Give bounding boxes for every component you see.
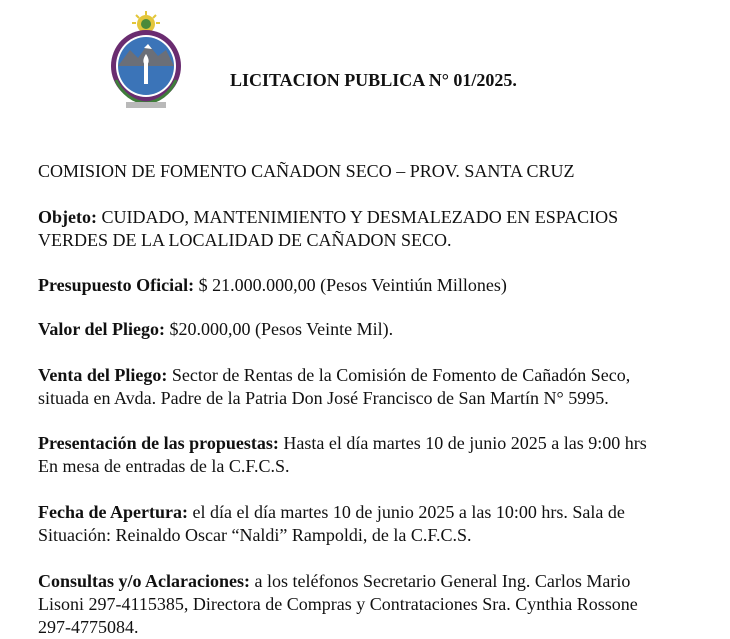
- venta-text-line1: Sector de Rentas de la Comisión de Fomento de Cañadón Seco,: [167, 365, 631, 385]
- objeto-text-line1: CUIDADO, MANTENIMIENTO Y DESMALEZADO EN ESPACIOS: [96, 207, 619, 227]
- commission-line: COMISION DE FOMENTO CAÑADON SECO – PROV. SANTA CRUZ: [38, 161, 575, 181]
- objeto-text-line2: VERDES DE LA LOCALIDAD DE CAÑADON SECO.: [38, 230, 452, 250]
- presupuesto-text: $ 21.000.000,00 (Pesos Veintiún Millones): [194, 275, 507, 295]
- apertura-text-line2: Situación: Reinaldo Oscar “Naldi” Rampoldi, de la C.F.C.S.: [38, 525, 472, 545]
- apertura-label: Fecha de Apertura:: [38, 502, 188, 522]
- venta-section: [38, 364, 728, 410]
- venta-text-line2: situada en Avda. Padre de la Patria Don José Francisco de San Martín N° 5995.: [38, 388, 609, 408]
- apertura-text-line1: el día el día martes 10 de junio 2025 a las 10:00 hrs. Sala de: [187, 502, 625, 522]
- consultas-text-line3: 297-4775084.: [38, 617, 139, 637]
- presentacion-label: Presentación de las propuestas:: [38, 433, 279, 453]
- presupuesto-label: Presupuesto Oficial:: [38, 275, 195, 295]
- page-title: LICITACION PUBLICA N° 01/2025.: [230, 70, 517, 90]
- presentacion-text-line2: En mesa de entradas de la C.F.C.S.: [38, 456, 290, 476]
- valor-label: Valor del Pliego:: [38, 319, 165, 339]
- venta-label: Venta del Pliego:: [38, 365, 168, 385]
- consultas-section: [38, 570, 728, 639]
- presentacion-section: [38, 432, 728, 478]
- presentacion-text-line1: Hasta el día martes 10 de junio 2025 a las 9:00 hrs: [278, 433, 647, 453]
- objeto-label: Objeto:: [38, 207, 97, 227]
- sun-rays-icon: [132, 11, 160, 33]
- presupuesto-section: [38, 274, 728, 297]
- consultas-text-line2: Lisoni 297-4115385, Directora de Compras y Contrataciones Sra. Cynthia Rossone: [38, 594, 638, 614]
- valor-text: $20.000,00 (Pesos Veinte Mil).: [165, 319, 394, 339]
- objeto-section: [38, 206, 728, 252]
- coat-of-arms-icon: [108, 10, 184, 112]
- consultas-text-line1: a los teléfonos Secretario General Ing. Carlos Mario: [250, 571, 631, 591]
- consultas-label: Consultas y/o Aclaraciones:: [38, 571, 251, 591]
- apertura-section: [38, 501, 728, 547]
- valor-section: [38, 318, 728, 341]
